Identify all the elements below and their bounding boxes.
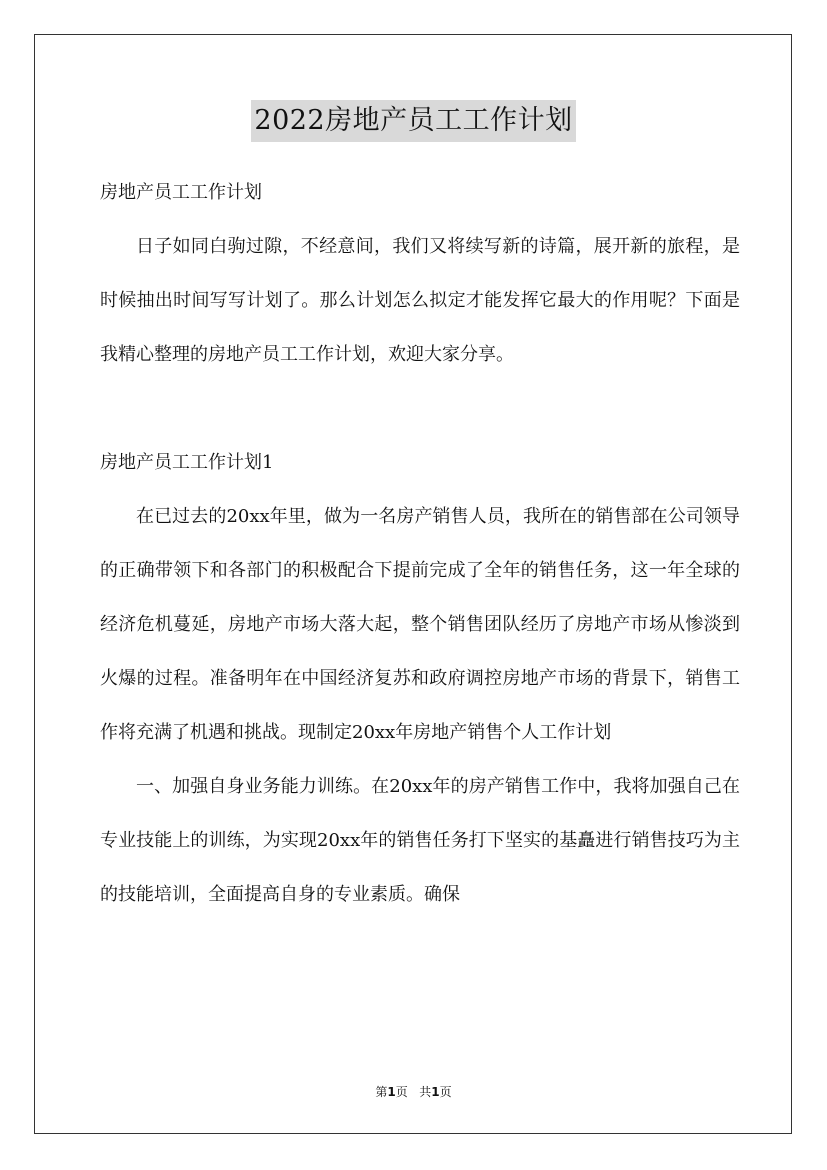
paragraph: 房地产员工工作计划1 xyxy=(100,452,274,473)
paragraph: 日子如同白驹过隙，不经意间，我们又将续写新的诗篇，展开新的旅程，是时候抽出时间写写计划了。那么计划怎么拟定才能发挥它最大的作用呢？下面是我精心整理的房地产员工工作计划，欢迎大家分享。 xyxy=(100,236,740,365)
document-title: 2022房地产员工工作计划 xyxy=(251,100,575,142)
page-number: 第1页 xyxy=(375,1085,408,1099)
paragraph: 在已过去的20xx年里，做为一名房产销售人员，我所在的销售部在公司领导的正确带领下和各部门的积极配合下提前完成了全年的销售任务，这一年全球的经济危机蔓延，房地产市场大落大起，整个销售团队经历了房地产市场从惨淡到火爆的过程。准备明年在中国经济复苏和政府调控房地产市场的背景下，销售工作将充满了机遇和挑战。现制定20xx年房地产销售个人工作计划 xyxy=(100,506,740,743)
paragraph: 房地产员工工作计划 xyxy=(100,182,262,203)
title-container xyxy=(0,100,827,142)
page-total: 共1页 xyxy=(419,1085,452,1099)
paragraph: 一、加强自身业务能力训练。在20xx年的房产销售工作中，我将加强自己在专业技能上的训练，为实现20xx年的销售任务打下坚实的基矗进行销售技巧为主的技能培训，全面提高自身的专业素质。确保 xyxy=(100,776,740,905)
document-body xyxy=(100,166,740,922)
page-footer xyxy=(0,1082,827,1102)
